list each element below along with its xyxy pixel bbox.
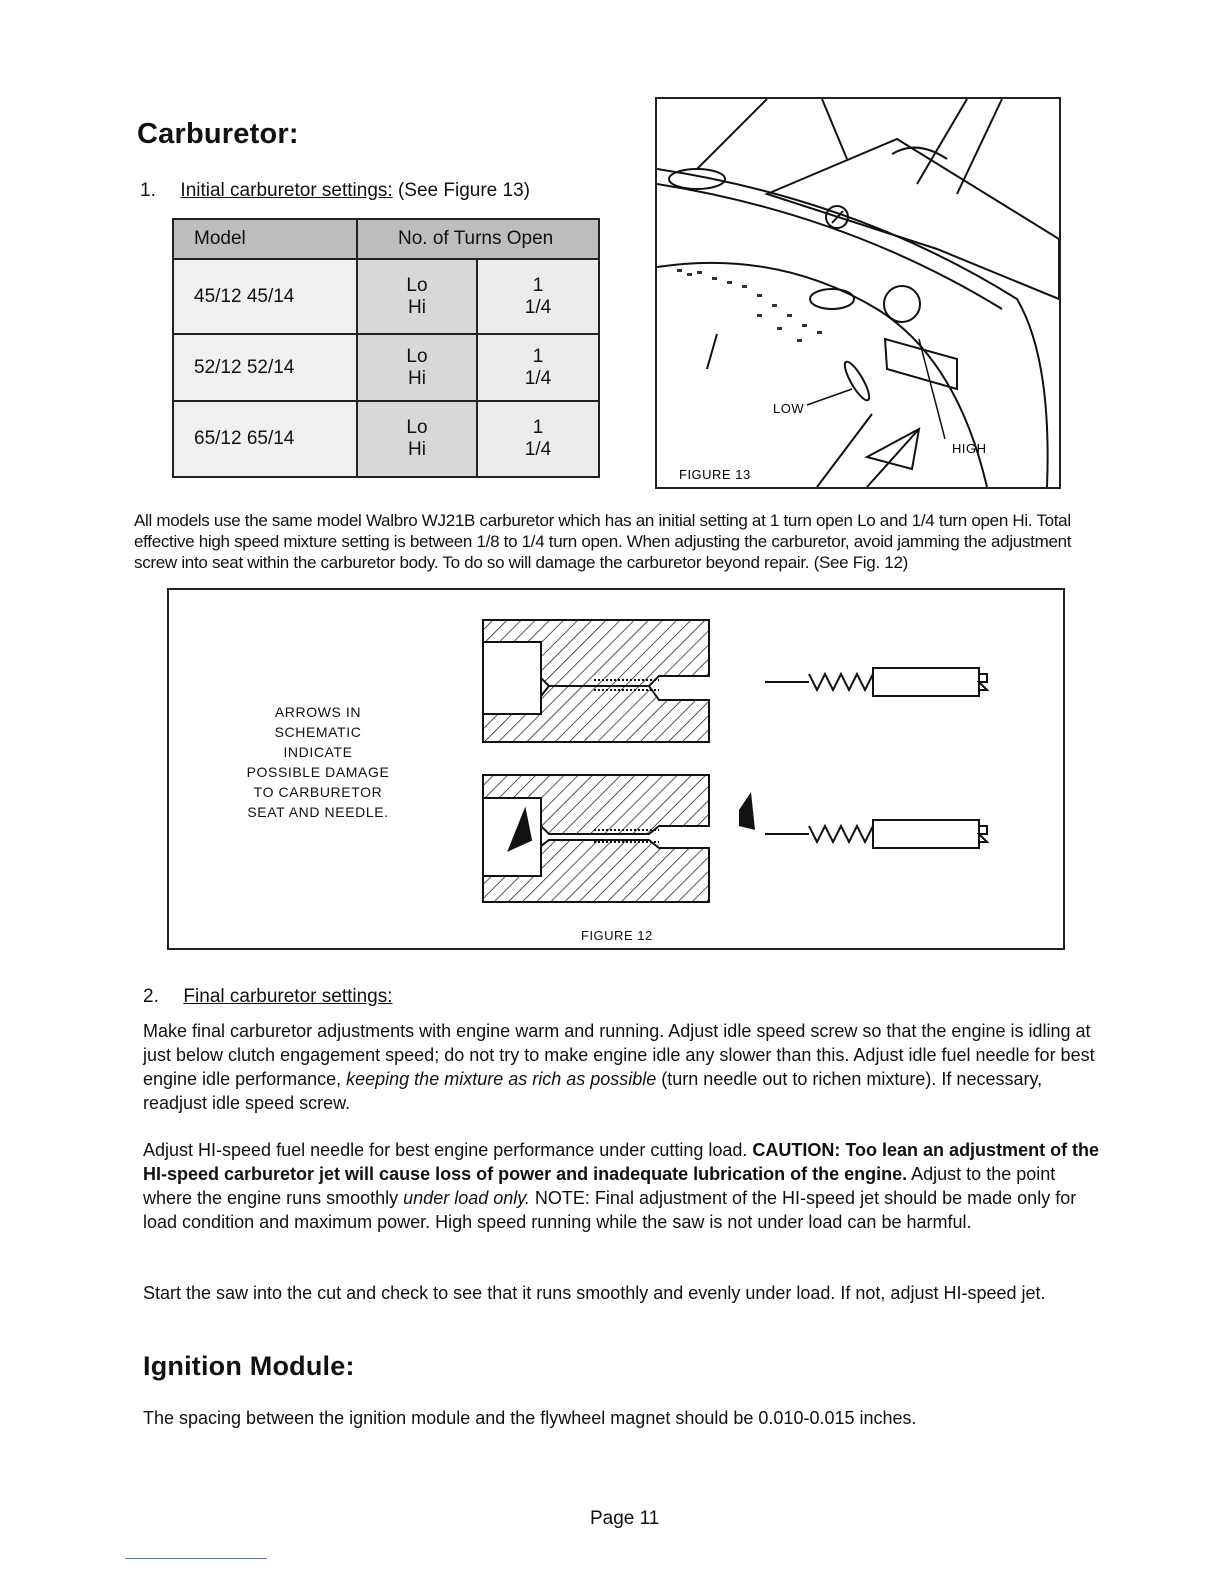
- note-line: TO CARBURETOR: [253, 784, 383, 800]
- lo-label: Lo: [406, 417, 428, 438]
- model-cell: 45/12 45/14: [173, 259, 357, 334]
- lo-value: 1: [532, 274, 544, 296]
- footer-rule: [125, 1558, 267, 1559]
- seat-and-needle-schematic: [169, 590, 1063, 948]
- walbro-description: All models use the same model Walbro WJ21B carburetor which has an initial setting at 1 turn open Lo and 1/4 turn open Hi. Total effective high speed mixture setting is between 1/8 to 1/4 turn open. When adjusting the carburetor, avoid jamming the adjustment screw into seat within the carburetor body. To do so will damage the carburetor beyond repair. (See Fig. 12): [134, 511, 1072, 572]
- hi-value: 1/4: [524, 439, 552, 460]
- note-line: SCHEMATIC: [274, 724, 362, 740]
- model-cell: 65/12 65/14: [173, 401, 357, 477]
- header-turns-open: No. of Turns Open: [357, 219, 599, 259]
- item-2-line: [143, 986, 393, 1008]
- item-2-number: 2.: [143, 986, 159, 1007]
- para1-italic: keeping the mixture as rich as possible: [346, 1069, 657, 1089]
- final-settings-paragraph-1: [143, 1019, 1103, 1115]
- figure-13-caption: FIGURE 13: [679, 467, 751, 482]
- hi-label: Hi: [408, 439, 426, 460]
- hi-label: Hi: [408, 367, 426, 389]
- table-row: [173, 334, 599, 401]
- note-line: SEAT AND NEEDLE.: [247, 804, 389, 820]
- lo-value: 1: [532, 417, 544, 438]
- ignition-text: The spacing between the ignition module and the flywheel magnet should be 0.010-0.015 inches.: [143, 1408, 917, 1428]
- item-2-label: Final carburetor settings:: [183, 986, 393, 1007]
- para2-text-c: NOTE: Final adjustment of the HI-speed jet should be made only for load condition and maximum power. High speed running while the saw is not under load can be harmful.: [143, 1188, 1077, 1232]
- lo-hi-cell: [357, 334, 477, 401]
- table-row: [173, 401, 599, 477]
- note-line: INDICATE: [283, 744, 353, 760]
- header-model: Model: [173, 219, 357, 259]
- hi-value: 1/4: [524, 296, 552, 318]
- para2-text-a: Adjust HI-speed fuel needle for best engine performance under cutting load.: [143, 1140, 753, 1160]
- note-line: ARROWS IN: [274, 704, 362, 720]
- lo-label: Lo: [406, 345, 428, 367]
- model-cell: 52/12 52/14: [173, 334, 357, 401]
- carburetor-adjustment-illustration: [657, 99, 1059, 487]
- final-settings-paragraph-3: Start the saw into the cut and check to see that it runs smoothly and evenly under load. If not, adjust HI-speed jet.: [143, 1283, 1046, 1303]
- lo-hi-cell: [357, 401, 477, 477]
- turns-cell: [477, 334, 599, 401]
- table-header-row: [173, 219, 599, 259]
- table-row: [173, 259, 599, 334]
- para1-text-b: (turn needle out to richen mixture). If necessary, readjust idle speed screw.: [143, 1069, 1043, 1113]
- figure-12: [167, 588, 1065, 950]
- turns-cell: [477, 259, 599, 334]
- figure-12-caption: FIGURE 12: [581, 928, 653, 943]
- high-label: HIGH: [952, 441, 987, 456]
- carburetor-settings-table: [172, 218, 600, 478]
- item-1-label: Initial carburetor settings:: [180, 180, 393, 201]
- ignition-heading: Ignition Module:: [143, 1351, 355, 1381]
- item-1-line: [140, 180, 530, 202]
- turns-cell: [477, 401, 599, 477]
- page-number: Page 11: [590, 1508, 660, 1529]
- carburetor-heading: Carburetor:: [137, 118, 299, 150]
- lo-value: 1: [532, 345, 544, 367]
- figure-13: [655, 97, 1061, 489]
- item-1-number: 1.: [140, 180, 156, 201]
- lo-label: Lo: [406, 274, 428, 296]
- para2-italic: under load only.: [403, 1188, 530, 1208]
- para2-text-b: Adjust to the point where the engine runs smoothly: [143, 1164, 1056, 1208]
- para1-text-a: Make final carburetor adjustments with engine warm and running. Adjust idle speed screw so that the engine is idling at just below clutch engagement speed; do not try to make engine idle any slower than this. Adjust idle fuel needle for best engine idle performance,: [143, 1021, 1095, 1089]
- hi-label: Hi: [408, 296, 426, 318]
- final-settings-paragraph-2: [143, 1138, 1103, 1234]
- lo-hi-cell: [357, 259, 477, 334]
- note-line: POSSIBLE DAMAGE: [246, 764, 390, 780]
- low-label: LOW: [773, 401, 805, 416]
- item-1-ref: (See Figure 13): [397, 180, 530, 201]
- hi-value: 1/4: [524, 367, 552, 389]
- caution-text: CAUTION: Too lean an adjustment of the HI-speed carburetor jet will cause loss of power and inadequate lubrication of the engine.: [143, 1140, 1100, 1184]
